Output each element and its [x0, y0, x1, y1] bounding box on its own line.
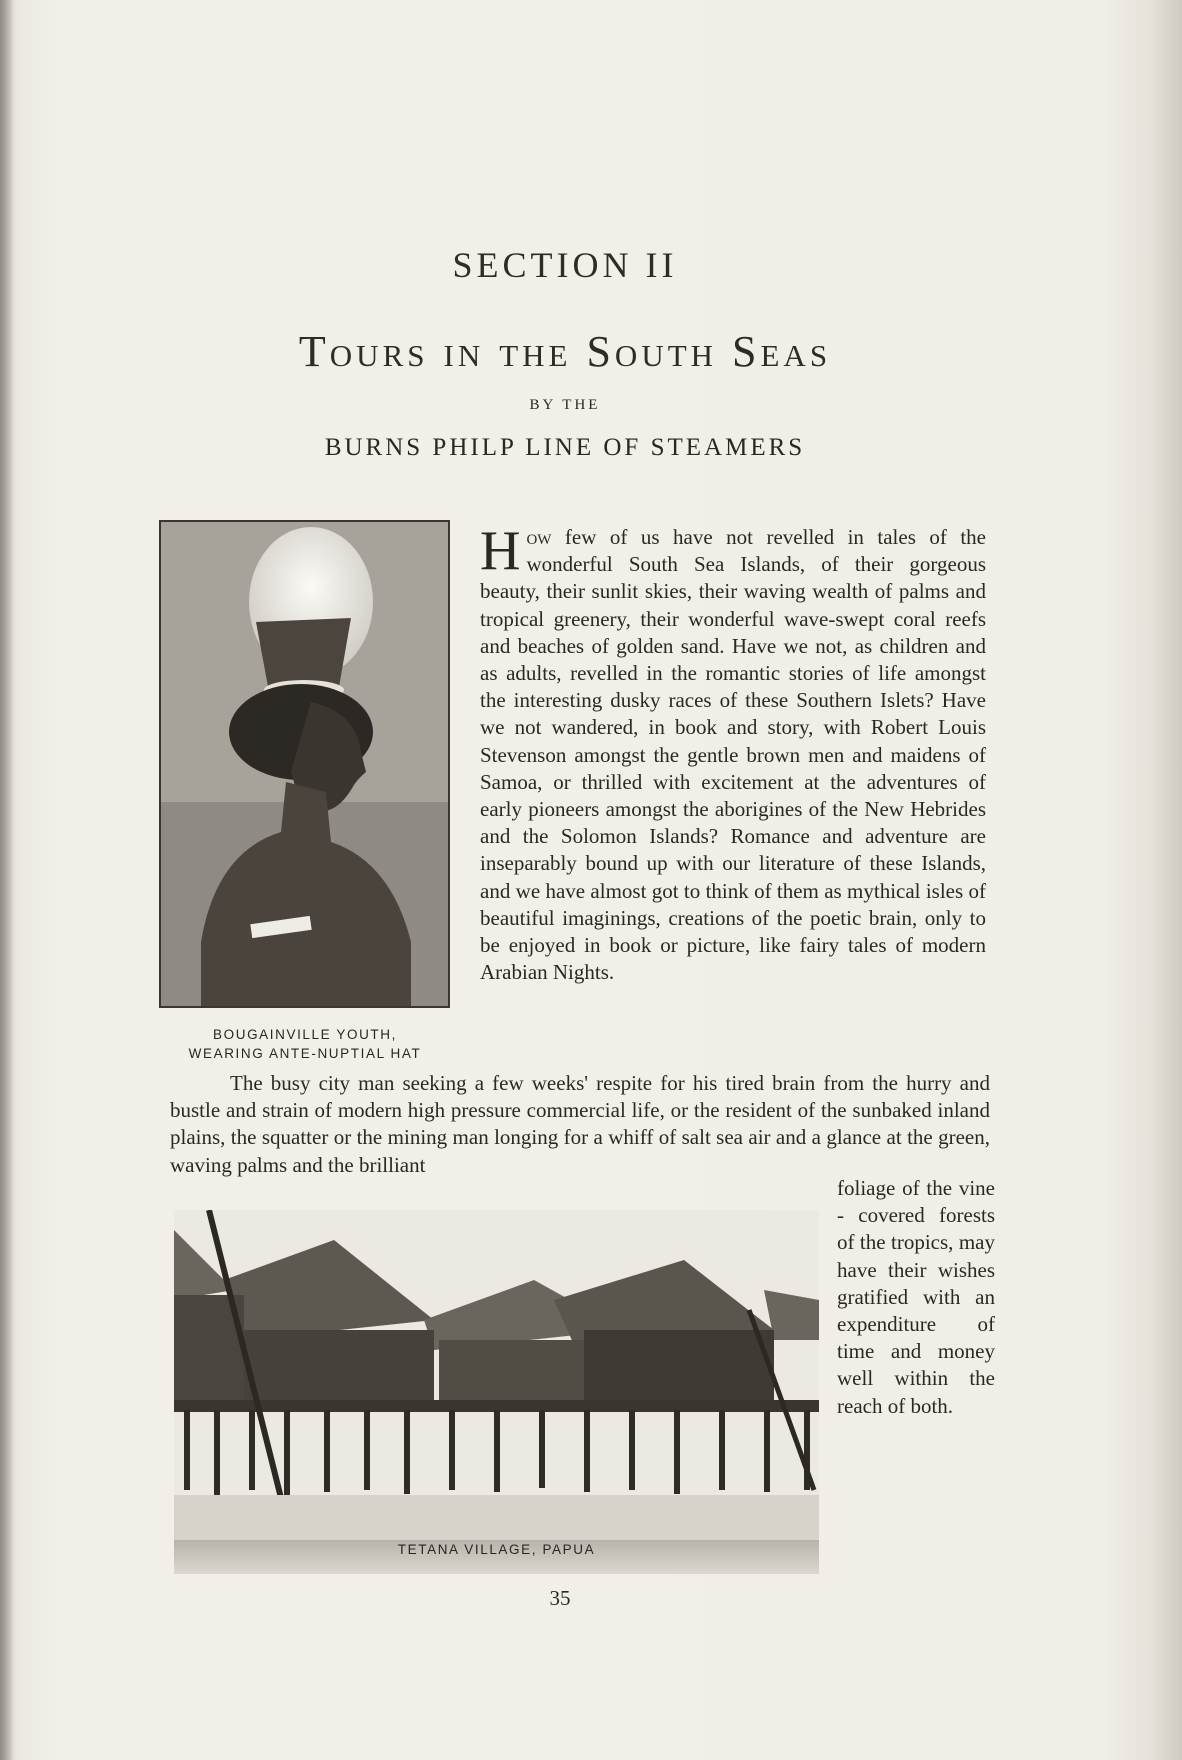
section-heading: SECTION II	[452, 245, 678, 285]
intro-text: few of us have not revelled in tales of the wonderful South Sea Islands, of their gorgeous beauty, their sunlit skies, their waving wealth of palms and tropical greenery, their wonderful wave-swept coral reefs and beaches of golden sand. Have we not, as children and as adults, revelled in the romantic stories of life amongst the interesting dusky races of these Southern Islets? Have we not wandered, in book and story, with Robert Louis Stevenson amongst the gentle brown men and maidens of Samoa, or thrilled with excitement at the adventures of early pioneers amongst the aborigines of the New Hebrides and the Solomon Islands? Romance and adventure are inseparably bound up with our literature of these Islands, and we have almost got to think of them as mythical isles of beautiful imaginings, creations of the poetic brain, only to be enjoyed in book or picture, like fairy tales of modern Arabian Nights.	[480, 525, 986, 985]
youth-photo-illustration	[161, 522, 448, 1006]
paragraph-intro	[480, 520, 986, 986]
youth-caption-line-1: BOUGAINVILLE YOUTH,	[213, 1027, 397, 1042]
village-photo-caption: TETANA VILLAGE, PAPUA	[397, 1542, 596, 1557]
by-line: BY THE	[529, 397, 601, 413]
drop-cap: H	[480, 520, 521, 582]
page-title: Tours in the South Seas	[298, 327, 832, 376]
youth-photo-caption	[160, 1025, 450, 1063]
paragraph-city-man: The busy city man seeking a few weeks' respite for his tired brain from the hurry and bustle and strain of modern high pressure commercial life, or the resident of the sunbaked inland plains, the squatter or the mining man longing for a whiff of salt sea air and a glance at the green, waving palms and the brilliant	[170, 1071, 990, 1177]
youth-caption-line-2: WEARING ANTE-NUPTIAL HAT	[188, 1046, 422, 1061]
publisher-line: BURNS PHILP LINE OF STEAMERS	[324, 434, 806, 461]
intro-small-caps: ow	[526, 525, 552, 549]
village-photo-illustration	[174, 1210, 819, 1540]
paragraph-tropics: foliage of the vine - covered forests of the tropics, may have their wishes gratified with an expenditure of time and money well within the reach of both.	[837, 1176, 995, 1418]
page-number: 35	[549, 1586, 571, 1610]
photo-bougainville-youth	[159, 520, 450, 1008]
photo-tetana-village	[174, 1210, 819, 1574]
